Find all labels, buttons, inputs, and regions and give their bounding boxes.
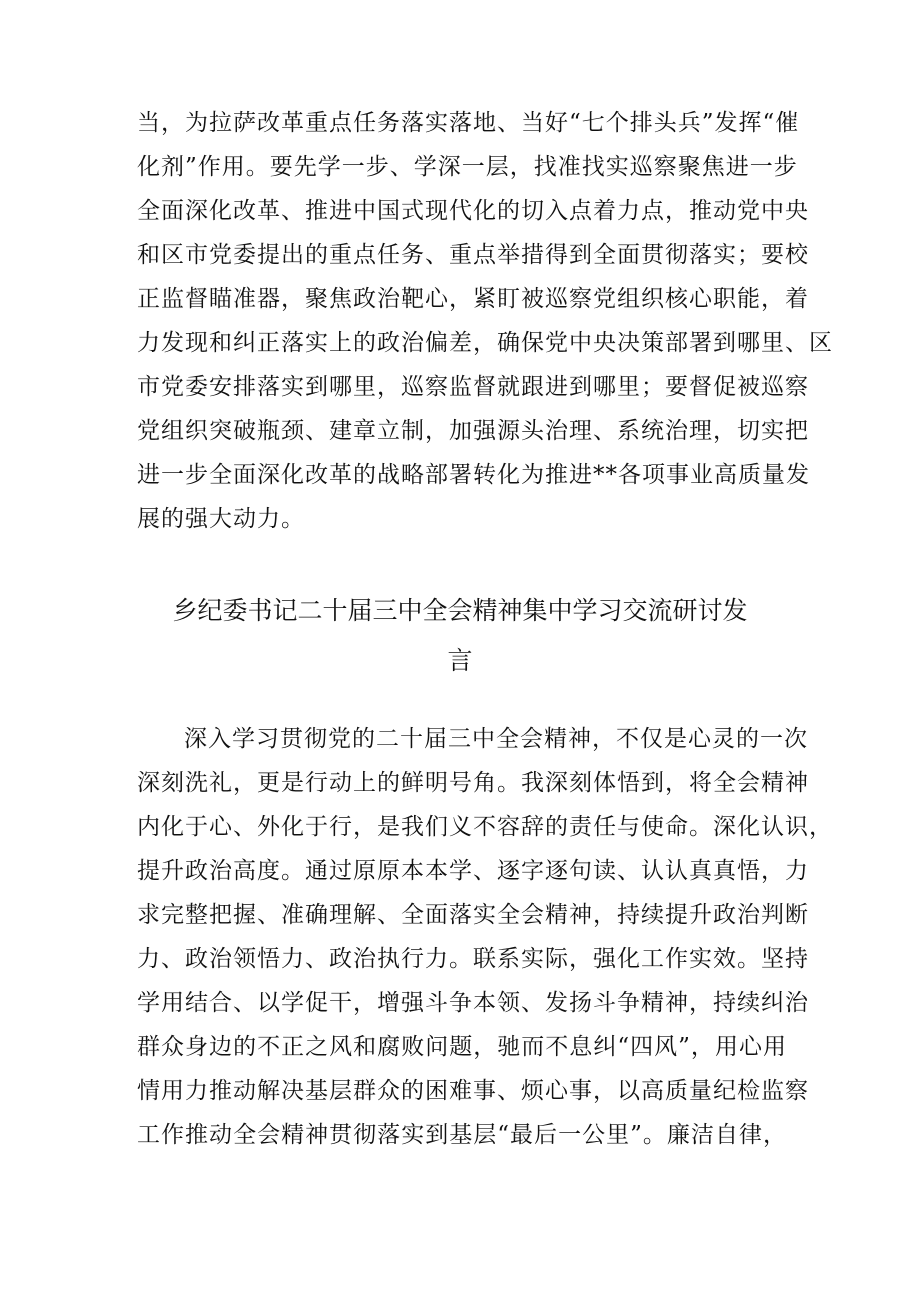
text-line: 情用力推动解决基层群众的困难事、烦心事，以高质量纪检监察 [137,1078,809,1104]
text-line: 内化于心、外化于行，是我们义不容辞的责任与使命。深化认识， [137,814,833,840]
text-line: 全面深化改革、推进中国式现代化的切入点着力点，推动党中央 [137,198,809,224]
text-line: 化剂”作用。要先学一步、学深一层，找准找实巡察聚焦进一步 [137,154,798,180]
text-line: 工作推动全会精神贯彻落实到基层“最后一公里”。廉洁自律， [137,1122,787,1148]
title-line: 言 [447,646,473,675]
text-line: 深入学习贯彻党的二十届三中全会精神，不仅是心灵的一次 [184,726,808,752]
text-line: 群众身边的不正之风和腐败问题，驰而不息纠“四风”，用心用 [137,1034,787,1060]
text-line: 党组织突破瓶颈、建章立制，加强源头治理、系统治理，切实把 [137,418,809,444]
text-line: 进一步全面深化改革的战略部署转化为推进**各项事业高质量发 [137,462,810,488]
speech-paragraph [137,717,833,1157]
section-title [120,586,800,686]
text-line: 力、政治领悟力、政治执行力。联系实际，强化工作实效。坚持 [137,946,809,972]
text-line: 市党委安排落实到哪里，巡察监督就跟进到哪里；要督促被巡察 [137,374,809,400]
text-line: 展的强大动力。 [137,506,305,532]
text-line: 当，为拉萨改革重点任务落实落地、当好“七个排头兵”发挥“催 [137,110,800,136]
title-line: 乡纪委书记二十届三中全会精神集中学习交流研讨发 [172,596,748,625]
text-line: 力发现和纠正落实上的政治偏差，确保党中央决策部署到哪里、区 [137,330,833,356]
text-line: 深刻洗礼，更是行动上的鲜明号角。我深刻体悟到，将全会精神 [137,770,809,796]
text-line: 正监督瞄准器，聚焦政治靶心，紧盯被巡察党组织核心职能，着 [137,286,809,312]
text-line: 和区市党委提出的重点任务、重点举措得到全面贯彻落实；要校 [137,242,809,268]
text-line: 提升政治高度。通过原原本本学、逐字逐句读、认认真真悟，力 [137,858,809,884]
continuation-paragraph [137,101,833,541]
text-line: 求完整把握、准确理解、全面落实全会精神，持续提升政治判断 [137,902,809,928]
text-line: 学用结合、以学促干，增强斗争本领、发扬斗争精神，持续纠治 [137,990,809,1016]
